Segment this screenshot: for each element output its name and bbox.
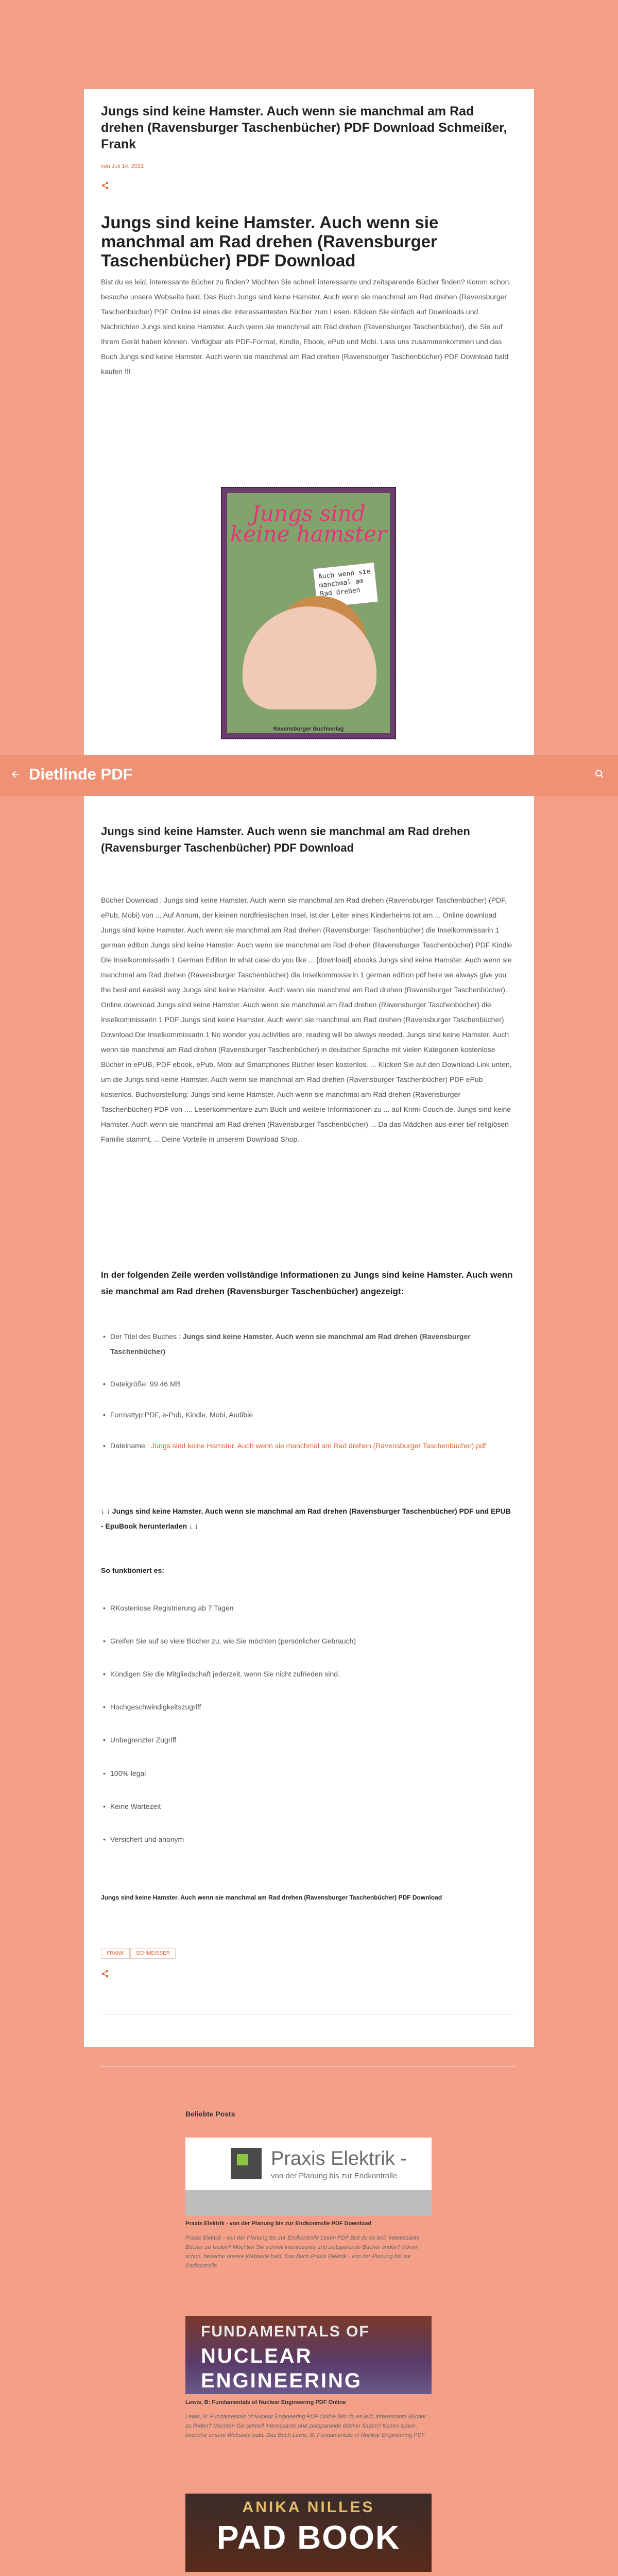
popular-post-title[interactable]: Praxis Elektrik - von der Planung bis zur Endkontrolle PDF Download <box>185 2221 372 2227</box>
label-schmeisser[interactable]: SCHMEISSER <box>130 1948 176 1959</box>
image-text: NUCLEAR <box>201 2345 313 2367</box>
feature-item: • Keine Wartezeit <box>110 1799 161 1814</box>
popular-post-image[interactable] <box>185 2316 432 2394</box>
feature-item: • Greifen Sie auf so viele Bücher zu, wie Sie möchten (persönlicher Gebrauch) <box>110 1634 356 1649</box>
filename-label: Dateiname : <box>110 1442 149 1450</box>
main-heading: Jungs sind keine Hamster. Auch wenn sie manchmal am Rad drehen (Ravensburger Taschenbücher) PDF Download <box>101 213 439 270</box>
list-item-title <box>110 1329 491 1359</box>
image-band <box>185 2190 432 2216</box>
feature-item: • 100% legal <box>110 1766 146 1781</box>
feature-item: • Hochgeschwindigkeitszugriff <box>110 1700 201 1715</box>
back-button[interactable] <box>10 769 22 781</box>
image-subtext: von der Planung bis zur Endkontrolle <box>271 2172 398 2180</box>
popular-post-title[interactable]: Lewis, B: Fundamentals of Nuclear Engineering PDF Online <box>185 2399 346 2405</box>
image-text: PAD BOOK <box>216 2519 401 2556</box>
popular-post-image[interactable] <box>185 2494 432 2572</box>
feature-item: • Kündigen Sie die Mitgliedschaft jederzeit, wenn Sie nicht zufrieden sind. <box>110 1667 340 1682</box>
final-title: Jungs sind keine Hamster. Auch wenn sie manchmal am Rad drehen (Ravensburger Taschenbücher) PDF Download <box>101 1894 442 1901</box>
cover-title: Jungs sind keine hamster <box>230 501 387 547</box>
book-cover <box>221 487 396 739</box>
feature-item: • RKostenlose Registrierung ab 7 Tagen <box>110 1601 233 1616</box>
share-icon <box>101 1970 109 1978</box>
list-item-filename <box>110 1438 491 1453</box>
popular-post-excerpt: Praxis Elektrik - von der Planung bis zur Endkontrolle Lesen PDF Bist du es leid, interessante Bücher zu finden? Möchten Sie schnell interessante und zeitsparende Bücher finden? Komm schon, besuche unsere Webseite bald. Das Buch Praxis Elektrik - von der Planung bis zur Endkontrolle <box>185 2235 420 2269</box>
label-frank[interactable]: FRANK <box>101 1948 130 1959</box>
feature-item: • Versichert und anonym <box>110 1832 184 1847</box>
how-it-works-heading: So funktioniert es: <box>101 1566 164 1574</box>
sub-heading: Jungs sind keine Hamster. Auch wenn sie manchmal am Rad drehen (Ravensburger Taschenbücher) PDF Download <box>101 825 470 854</box>
post-title[interactable]: Jungs sind keine Hamster. Auch wenn sie manchmal am Rad drehen (Ravensburger Taschenbücher) PDF Download Schmeißer, Frank <box>101 104 507 151</box>
info-section-heading: In der folgenden Zeile werden vollständige Informationen zu Jungs sind keine Hamster. Auch wenn sie manchmal am Rad drehen (Ravensburger Taschenbücher) angezeigt: <box>101 1270 513 1296</box>
image-text: ENGINEERING <box>201 2369 363 2392</box>
share-button-bottom[interactable] <box>101 1970 109 1980</box>
list-item-size: • Dateigröße: 99.46 MB <box>110 1377 491 1392</box>
feature-item: • Unbegrenzter Zugriff <box>110 1733 176 1748</box>
share-button[interactable] <box>101 181 109 192</box>
popular-post-image[interactable] <box>185 2138 432 2216</box>
title-value: Jungs sind keine Hamster. Auch wenn sie manchmal am Rad drehen (Ravensburger Taschenbücher) <box>110 1332 471 1355</box>
arrow-left-icon <box>10 769 21 779</box>
logo-accent <box>237 2154 248 2165</box>
intro-paragraph: Bist du es leid, interessante Bücher zu finden? Möchten Sie schnell interessante und zeitsparende Bücher finden? Komm schon, besuche unsere Webseite bald. Das Buch Jungs sind keine Hamster. Auch wenn sie manchmal am Rad drehen (Ravensburger Taschenbücher) PDF Online ist eines der interessantesten Bücher zum Lesen. Klicken Sie einfach auf Downloads und Nachrichten Jungs sind keine Hamster. Auch wenn sie manchmal am Rad drehen (Ravensburger Taschenbücher), die Sie auf Ihrem Gerät haben können. Verfügbar als PDF-Format, Kindle, Ebook, ePub und Mobi. Lass uns zusammenkommen und das Buch Jungs sind keine Hamster. Auch wenn sie manchmal am Rad drehen (Ravensburger Taschenbücher) PDF Download bald kaufen !!! <box>101 278 511 376</box>
top-navbar <box>0 755 618 796</box>
body-paragraph: Bücher Download : Jungs sind keine Hamster. Auch wenn sie manchmal am Rad drehen (Ravensburger Taschenbücher) (PDF, ePub, Mobi) von ... Auf Annum, der kleinen nordfriesischen Insel, ist der Leiter eines Kinderheims tot am ... Online download Jungs sind keine Hamster. Auch wenn sie manchmal am Rad drehen (Ravensburger Taschenbücher) die Inselkommissarin 1 german edition Jungs sind keine Hamster. Auch wenn sie manchmal am Rad drehen (Ravensburger Taschenbücher) PDF Kindle Die Inselkommissarin 1 German Edition In what case do you like ... [download] ebooks Jungs sind keine Hamster. Auch wenn sie manchmal am Rad drehen (Ravensburger Taschenbücher) die Inselkommissarin 1 german edition pdf here we always give you the best and easiest way Jungs sind keine Hamster. Auch wenn sie manchmal am Rad drehen (Ravensburger Taschenbücher). Online download Jungs sind keine Hamster. Auch wenn sie manchmal am Rad drehen (Ravensburger Taschenbücher) die Inselkommissarin 1 PDF Jungs sind keine Hamster. Auch wenn sie manchmal am Rad drehen (Ravensburger Taschenbücher) Download Die Inselkommissarin 1 No wonder you activities are, reading will be always needed. Jungs sind keine Hamster. Auch wenn sie manchmal am Rad drehen (Ravensburger Taschenbücher) in deutscher Sprache mit vielen Kategorien kostenlose Bücher in ePUB, PDF ebook, ePub, Mobi auf Smartphones Bücher lesen kostenlos. ... Klicken Sie auf den Download-Link unten, um die Jungs sind keine Hamster. Auch wenn sie manchmal am Rad drehen (Ravensburger Taschenbücher) PDF ePub kostenlos. Buchvorstellung: Jungs sind keine Hamster. Auch wenn sie manchmal am Rad drehen (Ravensburger Taschenbücher) PDF von .... Leserkommentare zum Buch und weitere Informationen zu ... auf Krimi-Couch.de. Jungs sind keine Hamster. Auch wenn sie manchmal am Rad drehen (Ravensburger Taschenbücher) ... Da das Mädchen aus einer tief religiösen Familie stammt, ... Deine Vorteile in unserem Download Shop. <box>101 896 512 1143</box>
download-line[interactable]: ↓ ↓ Jungs sind keine Hamster. Auch wenn sie manchmal am Rad drehen (Ravensburger Taschenbücher) PDF und EPUB - EpuBook herunterladen ↓ ↓ <box>101 1507 511 1530</box>
divider <box>101 2014 515 2015</box>
image-text: ANIKA NILLES <box>242 2499 375 2516</box>
popular-posts-heading: Beliebte Posts <box>185 2110 235 2118</box>
search-icon <box>595 769 604 778</box>
blog-title[interactable]: Dietlinde PDF <box>29 765 133 783</box>
popular-post-excerpt: Lewis, B: Fundamentals of Nuclear Engineering PDF Online Bist du es leid, interessante Bücher zu finden? Möchten Sie schnell interessante und zeitsparende Bücher finden? Komm schon, besuche unsere Webseite bald. Das Buch Lewis, B: Fundamentals of Nuclear Engineering PDF <box>185 2414 426 2438</box>
cover-tag: Auch wenn sie manchmal am Rad drehen <box>313 562 378 608</box>
list-item-format: • Formattyp:PDF, e-Pub, Kindle, Mobi, Audible <box>110 1408 491 1422</box>
title-label: Der Titel des Buches : <box>110 1332 181 1341</box>
cover-brand: Ravensburger Buchverlag <box>273 726 344 732</box>
post-date[interactable]: von Juli 14, 2021 <box>101 163 144 170</box>
search-button[interactable] <box>595 769 606 781</box>
image-text: Praxis Elektrik - <box>271 2148 407 2170</box>
filename-link[interactable]: Jungs sind keine Hamster. Auch wenn sie manchmal am Rad drehen (Ravensburger Taschenbücher).pdf <box>151 1442 486 1450</box>
share-icon <box>101 181 109 190</box>
image-text: FUNDAMENTALS OF <box>201 2323 370 2340</box>
